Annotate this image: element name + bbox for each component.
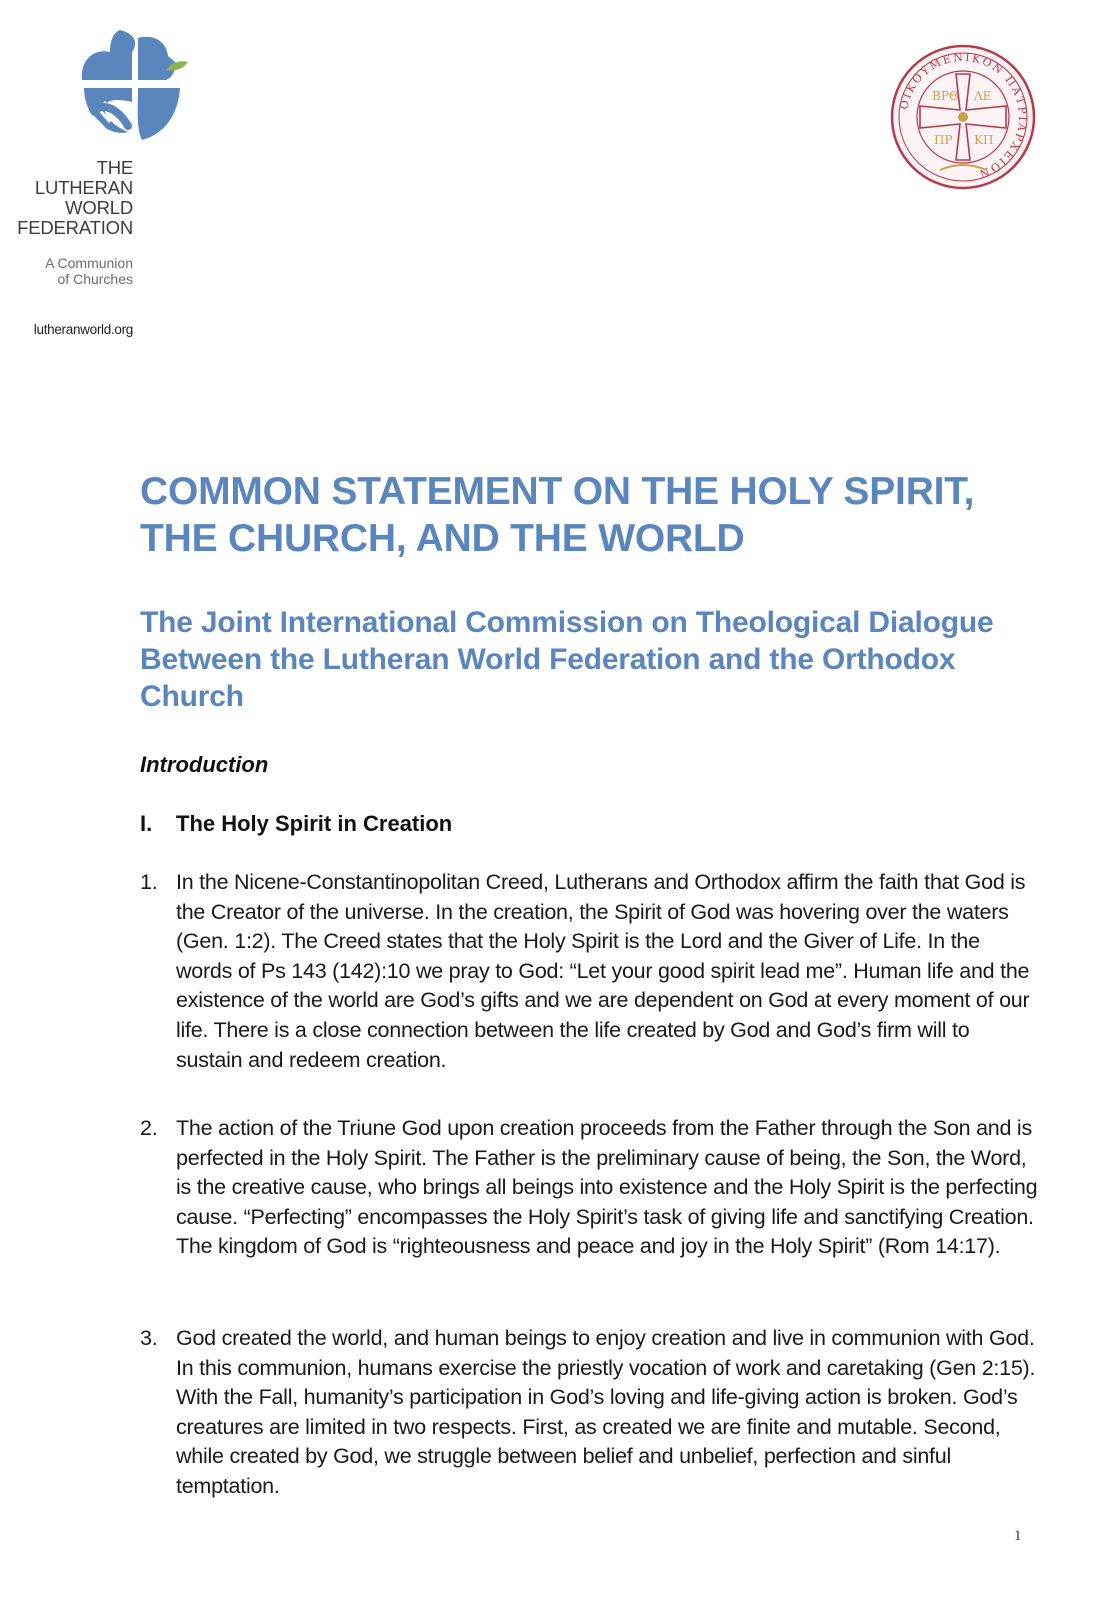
- svg-text:ΟΙΚΟΥΜΕΝΙΚΟΝ ΠΑΤΡΙΑΡΧΕΙΟΝ: ΟΙΚΟΥΜΕΝΙΚΟΝ ΠΑΤΡΙΑΡΧΕΙΟΝ: [897, 50, 1030, 181]
- svg-text:ΒΡΘ: ΒΡΘ: [932, 89, 959, 103]
- section-heading: [140, 811, 452, 837]
- paragraph-1: [140, 868, 1040, 1075]
- paragraph-number: 2.: [140, 1116, 158, 1140]
- paragraph-text: In the Nicene-Constantinopolitan Creed, Lutherans and Orthodox affirm the faith that God is the Creator of the universe. In the creation, the Spirit of God was hovering over the waters (Gen. 1:2). The Creed states that the Holy Spirit is the Lord and the Giver of Life. In the words of Ps 143 (142):10 we pray to God: “Let your good spirit lead me”. Human life and the existence of the world are God’s gifts and we are dependent on God at every moment of our life. There is a close connection between the life created by God and God’s firm will to sustain and redeem creation.: [176, 870, 1030, 1072]
- svg-text:ΠΡ: ΠΡ: [934, 133, 953, 147]
- section-title: The Holy Spirit in Creation: [176, 811, 453, 836]
- paragraph-text: The action of the Triune God upon creation proceeds from the Father through the Son and is perfected in the Holy Spirit. The Father is the preliminary cause of being, the Son, the Word, is the creative cause, who brings all beings into existence and the Holy Spirit is the perfecting cause. “Perfecting” encompasses the Holy Spirit’s task of giving life and sanctifying Creation. The kingdom of God is “righteousness and peace and joy in the Holy Spirit” (Rom 14:17).: [176, 1116, 1038, 1259]
- paragraph-text: God created the world, and human beings to enjoy creation and live in communion with God. In this communion, humans exercise the priestly vocation of work and caretaking (Gen 2:15). With the Fall, humanity’s participation in God’s loving and life-giving action is broken. God’s creatures are limited in two respects. First, as created we are finite and mutable. Second, while created by God, we struggle between belief and unbelief, perfection and sinful temptation.: [176, 1326, 1036, 1498]
- paragraph-2: [140, 1114, 1040, 1262]
- svg-text:ΛΕ: ΛΕ: [974, 89, 992, 103]
- paragraph-number: 1.: [140, 870, 158, 894]
- introduction-heading: Introduction: [140, 752, 269, 777]
- patriarchate-seal-icon: [890, 44, 1036, 190]
- org-name: THE LUTHERAN WORLD FEDERATION: [17, 157, 133, 238]
- document-subtitle: The Joint International Commission on Theological Dialogue Between the Lutheran World Federation and the Orthodox Church: [140, 606, 994, 713]
- section-number: I.: [140, 811, 153, 836]
- lwf-logo-icon: [80, 30, 192, 148]
- paragraph-3: [140, 1324, 1040, 1502]
- website-link[interactable]: lutheranworld.org: [33, 322, 133, 337]
- document-title: COMMON STATEMENT ON THE HOLY SPIRIT, THE CHURCH, AND THE WORLD: [140, 470, 975, 560]
- svg-text:ΚΠ: ΚΠ: [974, 133, 994, 147]
- org-tagline: A Communion of Churches: [45, 255, 133, 287]
- paragraph-number: 3.: [140, 1326, 158, 1350]
- page-number: 1: [1014, 1528, 1022, 1544]
